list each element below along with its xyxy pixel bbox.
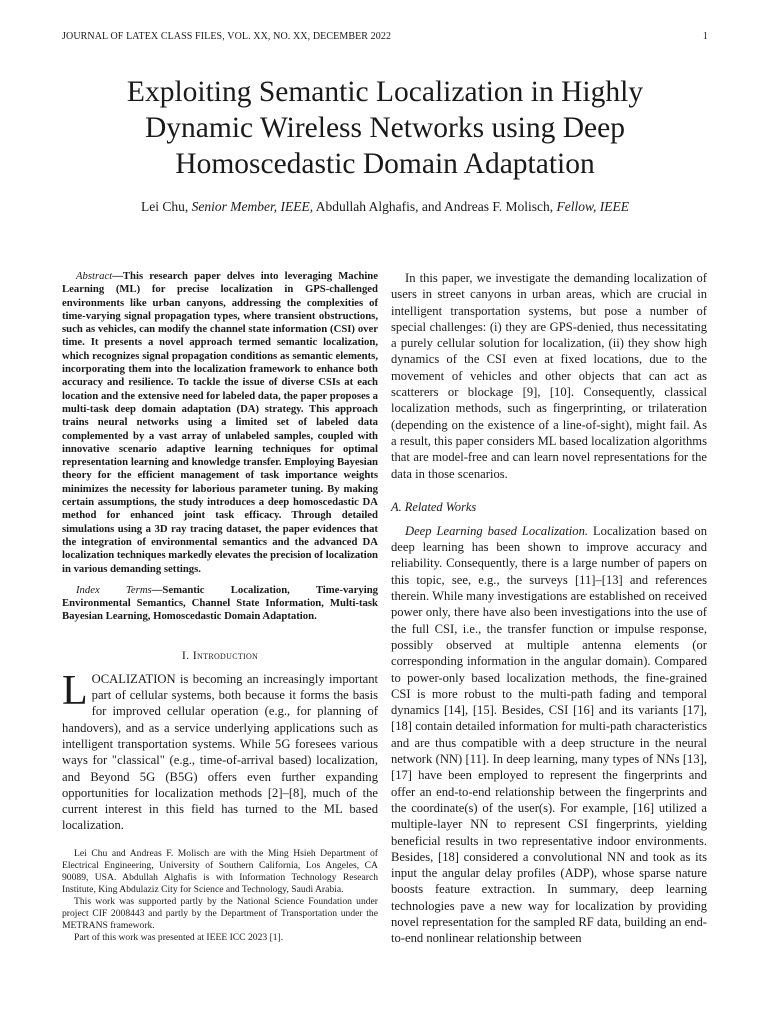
section-heading-introduction [62, 648, 378, 663]
left-column [62, 270, 378, 944]
title-line-3: Homoscedastic Domain Adaptation [175, 148, 595, 180]
intro-text: is becoming an increasingly important part of cellular systems, both because it forms the basis for improved cellular operation (e.g., for planning of handovers), and as a service underlying applications such as intelligent transportation systems. While 5G foresees various ways for "classical" (e.g., time-of-arrival based) localization, and Beyond 5G (B5G) offers even further expanding opportunities for localization methods [2]–[8], much of the current interest in this field has turned to the ML based localization. [62, 671, 378, 833]
footnote-presentation: Part of this work was presented at IEEE ICC 2023 [1]. [74, 931, 284, 943]
footnote-affiliations: Lei Chu and Andreas F. Molisch are with the Ming Hsieh Department of Electrical Engineering, University of Southern California, Los Angeles, CA 90089, USA. Abdullah Alghafis is with Information Technology Research Institute, King Abdulaziz City for Science and Technology, Saudi Arabia. [62, 847, 378, 895]
page-number: 1 [702, 31, 708, 42]
running-head-text: JOURNAL OF LATEX CLASS FILES, VOL. XX, NO. XX, DECEMBER 2022 [62, 31, 392, 42]
author-1-name: Lei Chu, [141, 199, 189, 214]
section-title: Introduction [192, 647, 259, 662]
intro-first-word: OCALIZATION [91, 671, 176, 686]
footnote-funding: This work was supported partly by the National Science Foundation under project CIF 2008443 and partly by the Department of Transportation under the METRANS framework. [62, 895, 378, 931]
body-paragraph-2 [391, 523, 707, 947]
section-numeral: I. [181, 647, 190, 662]
author-line [62, 199, 708, 215]
footnotes [62, 848, 378, 944]
abstract-lead: Abstract [76, 270, 113, 282]
abstract [62, 270, 378, 576]
paragraph-2-text: Localization based on deep learning has been shown to improve accuracy and reliability. Consequently, there is a large number of papers on this topic, see, e.g., the surveys [11]–[13] and references therein. While many investigations are established on received power only, there have also been investigations into the use of the full CSI, i.e., the transfer function or impulse response, possibly observed at multiple antenna elements (or corresponding information in the angular domain). Compared to power-only based localization methods, the fine-grained CSI is more robust to the multi-path fading and temporal dynamics [14], [15]. Besides, CSI [16] and its variants [17], [18] contain detailed information for multi-path characteristics and are thus compatible with a deep structure in the neural network (NN) [11]. In deep learning, many types of NNs [13], [17] have been employed to represent the fingerprints and offer an end-to-end relationship between the fingerprints and the coordinate(s) of the user(s). For example, [16] utilized a multiple-layer NN to represent CSI fingerprints, yielding beneficial results in two representative indoor environments. Besides, [18] considered a convolutional NN and took as its input the angular delay profiles (ADP), whose sparse nature boosts feature extraction. In summary, deep learning technologies pave a new way for localization by providing novel representation for the sampled RF data, building an end-to-end nonlinear relationship between [391, 523, 708, 946]
author-2-name: Abdullah Alghafis, and Andreas F. Molisch, [315, 199, 554, 214]
paper-title [62, 74, 708, 182]
index-terms-text: —Semantic Localization, Time-varying Environmental Semantics, Channel State Information, Multi-task Bayesian Learning, Homoscedastic Domain Adaptation. [62, 583, 378, 623]
title-line-1: Exploiting Semantic Localization in Highly [126, 76, 644, 108]
index-terms-lead: Index Terms [76, 583, 152, 596]
abstract-text: —This research paper delves into leveraging Machine Learning (ML) for precise localization in GPS-challenged environments like urban canyons, addressing the complexities of time-varying signal propagation types, where transient obstructions, such as vehicles, can modify the channel state information (CSI) over time. It presents a novel approach termed semantic localization, which recognizes signal propagation conditions as semantic elements, incorporating them into the localization framework to enhance both accuracy and resilience. To tackle the issue of diverse CSIs at each location and the extensive need for labeled data, the paper proposes a multi-task deep domain adaptation (DA) strategy. This approach trains neural networks using a limited set of labeled data complemented by a vast array of unlabeled samples, coupled with innovative scenario adaptive learning techniques for optimal representation learning and knowledge transfer. Employing Bayesian theory for the efficient management of task importance weights minimizes the necessity for laborious parameter tuning. By making certain assumptions, the study introduces a deep homoscedastic DA method for enhanced joint task efficacy. Through detailed simulations using a 3D ray tracing dataset, the paper evidences that the integration of environmental semantics and the advanced DA localization techniques markedly elevates the precision of localization in various demanding settings. [62, 270, 378, 575]
paragraph-lead: Deep Learning based Localization. [405, 523, 589, 538]
subsection-heading-related-works: A. Related Works [391, 499, 477, 514]
right-column [391, 270, 707, 947]
index-terms [62, 584, 378, 624]
intro-paragraph [62, 667, 378, 834]
drop-cap: L [62, 667, 88, 714]
author-1-role: Senior Member, IEEE, [191, 199, 314, 214]
body-paragraph-1: In this paper, we investigate the demanding localization of users in street canyons in urban areas, which are crucial in intelligent transportation systems, but pose a number of special challenges: (i) they are GPS-denied, thus necessitating a purely cellular solution for localization, (ii) they show high dynamics of the CSI even at fixed locations, due to the movement of vehicles and other objects that can act as scatterers or blockage [9], [10]. Consequently, classical localization methods, such as fingerprinting, or trilateration (depending on the existence of a line-of-sight), might fail. As a result, this paper considers ML based localization algorithms that are model-free and can learn novel representations for the data in those scenarios. [391, 271, 707, 481]
title-line-2: Dynamic Wireless Networks using Deep [145, 112, 625, 144]
author-2-role: Fellow, IEEE [556, 199, 629, 214]
running-head [62, 31, 708, 42]
